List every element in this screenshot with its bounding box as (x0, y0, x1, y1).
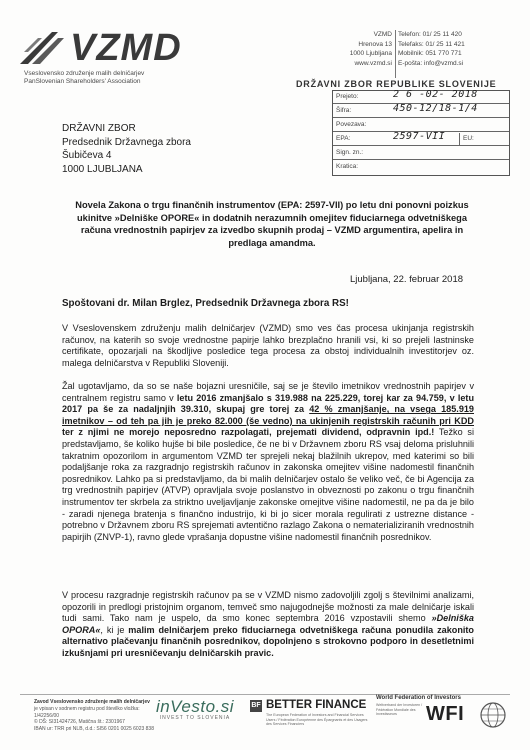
contact-line: Telefaks: 01/ 25 11 421 (398, 40, 465, 48)
body-paragraph-1: V Vseslovenskem združenju malih delničarjev (VZMD) smo ves čas procesa ukinjanja registrskih računov, na katerih so svoje vrednostne papirje lahko brezplačno hranili vsi, ki so prejeli lastninske certifikate, opozarjali na škodljive posledice tega procesa za obstoj individualnih investitorjev oz. malega delničarstva v Republiki Sloveniji. (62, 323, 474, 368)
text-run: Žal ugotavljamo, da so se naše bojazni uresničile, saj se je število imetnikov vrednostnih papirjev v centralnem registru samo v (62, 381, 474, 403)
stamp-label: Sign. zn.: (336, 149, 364, 156)
footer-legal (34, 699, 154, 733)
letter-subject: Novela Zakona o trgu finančnih instrumentov (EPA: 2597-VII) po letu dni ponovni poizkus ukinitve »Delniške OPORE« in dodatnih nerazumnih omejitev fiduciarnega odvetniškega računa vrednostnih papirjev za izvedbo skupnih prodaj – VZMD argumentira, apelira in predlaga amandma. (75, 200, 469, 248)
text-run: V procesu razgradnje registrskih računov pa se v VZMD nismo zadovoljili zgolj s številnimi analizami, opozorili in predlogi pristojnim organom, temveč smo najugodnejše možnosti za male delničarje iskali tudi sami. Tako nam je uspelo, da smo konec septembra 2016 vzpostavili shemo (62, 590, 474, 624)
stamp-row (333, 147, 509, 160)
contact-line: E-pošta: info@vzmd.si (398, 59, 464, 67)
wfi-title: World Federation of Investors (376, 695, 461, 701)
address-line: DRŽAVNI ZBOR (62, 123, 136, 134)
recipient-address (62, 122, 191, 176)
address-line: 1000 LJUBLJANA (62, 163, 143, 175)
text-run-bold: letu 2016 zmanjšalo s 319.988 na 225.229, torej kar za 94.759, v letu 2017 pa še za nadaljnjih 39.310, skupaj gre torej za (62, 392, 474, 415)
footer-legal-line: © DŠ: SI31424726, Matična št.: 2301967 (34, 719, 125, 726)
org-name (24, 70, 144, 86)
body-paragraph-2 (62, 381, 474, 543)
logo-text: VZMD (70, 27, 182, 69)
text-run-bold-underlined: 42 % zmanjšanje, na vsega 185.919 imetnikov – od teh pa jih je preko 82.000 (še vedno) na ukinjenih registrskih računih pri KDD (62, 404, 474, 426)
contact-line: Mobilnik: 051 770 771 (398, 50, 462, 57)
contact-separator (395, 30, 396, 78)
better-finance-name: BETTER FINANCE (266, 699, 367, 711)
stamp-label: Kratica: (336, 163, 359, 170)
stamp-label: Prejeto: (336, 93, 359, 100)
footer-legal-line: IBAN ur: TRR pri NLB, d.d.: SI56 0201 0025 6023 838 (34, 726, 154, 733)
stamp-title: DRŽAVNI ZBOR REPUBLIKE SLOVENIJE (296, 79, 497, 89)
contact-line: www.vzmd.si (354, 59, 392, 67)
stamp-value: 450-12/18-1/4 (393, 103, 478, 114)
footer-legal-line: je vpisan v sodnem registru pod številko vložka: 1/42256/00 (34, 705, 140, 719)
stamp-row (333, 133, 509, 146)
address-line: Predsednik Državnega zbora (62, 136, 191, 148)
text-run-bold: ter z njimi ne morejo neposredno razpolagati, prejemati dividend, odpravnin ipd.! (62, 427, 435, 438)
stamp-value: 2 6 -02- 2018 (393, 89, 478, 100)
contact-line: Telefon: 01/ 25 11 420 (398, 31, 462, 38)
stamp-row (333, 161, 509, 173)
wfi-acronym: WFI (426, 703, 465, 725)
contact-line: 1000 Ljubljana (349, 50, 392, 57)
investo-name: inVesto.si (155, 697, 235, 716)
globe-icon (478, 700, 508, 730)
stamp-label-eu: EU: (463, 135, 474, 142)
contact-line: VZMD (373, 31, 392, 38)
investo-logo (150, 697, 240, 721)
wfi-subtitle: Weltverband der Investoren / Fédération Mondiale des Investisseurs (376, 703, 423, 716)
body-paragraph-3 (62, 590, 474, 660)
stamp-row (333, 105, 509, 118)
investo-tagline: INVEST TO SLOVENIA (159, 715, 231, 721)
stamp-label: Povezava: (336, 121, 367, 128)
text-run: Težko si predstavljamo, še koliko hujše bi bile posledice, če ne bi v Državnem zboru RS vsaj deloma prisluhnili takratnim opozorilom in argumentom VZMD ter sprejeli nekaj blažilnih ukrepov, med katerimi so bili podaljšanje roka za razgradnjo registrskih računov in zakonska omejitev višine nadomestil finančnih posrednikov. Lahko pa si predstavljamo, da bi malih delničarjev ostalo še veliko več, če bi Agencija za trg vrednostnih papirjev (ATVP) opravljala svoje poslanstvo in obveznosti po zakonu o trgu finančnih instrumentov ter skrbela za striktno uveljavljanje zakonske omejitve višine nadomestil, ne pa da je bilo - zaradi njenega bratenja s finančno industrijo, ki bi jo sicer morala regulirati z ustrezne distance - potrebno v Državnem zboru RS sprejemati avtentično razlago Zakona o nematerializiranih vrednostnih papirjih (ZNVP-1), ravno glede vprašanja dopustne višine nadomestil finančnih posrednikov. (62, 427, 474, 542)
reception-stamp (332, 90, 510, 176)
better-finance-icon: BF (250, 700, 262, 712)
contact-line: Hrenova 13 (358, 40, 392, 48)
address-line: Šubičeva 4 (62, 150, 112, 161)
better-finance-tagline: The European Federation of Investors and Financial Services Users / Fédération Européenne des Épargnants et des Usagers des Services Financiers (266, 713, 368, 726)
letter-date: Ljubljana, 22. februar 2018 (350, 274, 464, 285)
vzmd-logo-icon (18, 28, 68, 68)
stamp-label: Šifra: (336, 107, 352, 114)
stamp-label: EPA: (336, 135, 351, 142)
text-run-bold-italic: »Delniška OPORA« (62, 613, 474, 635)
text-run: , ki je (100, 624, 129, 635)
stamp-divider (459, 133, 460, 145)
greeting: Spoštovani dr. Milan Brglez, Predsednik Državnega zbora RS! (62, 298, 349, 309)
stamp-value: 2597-VII (393, 131, 446, 142)
footer-legal-title: Zavod Vseslovensko združenje malih delničarjev (34, 699, 150, 705)
org-name-sl: Vseslovensko združenje malih delničarjev (24, 70, 145, 77)
org-name-en: PanSlovenian Shareholders' Association (24, 78, 141, 85)
text-run-bold: malim delničarjem preko fiduciarnega odvetniškega računa ponudila zakonito alternativo plačevanju finančnih posrednikov, dopolnjeno s strokovno podporo in desetletnimi izkušnjami pri uresničevanju delničarskih pravic. (62, 624, 474, 658)
